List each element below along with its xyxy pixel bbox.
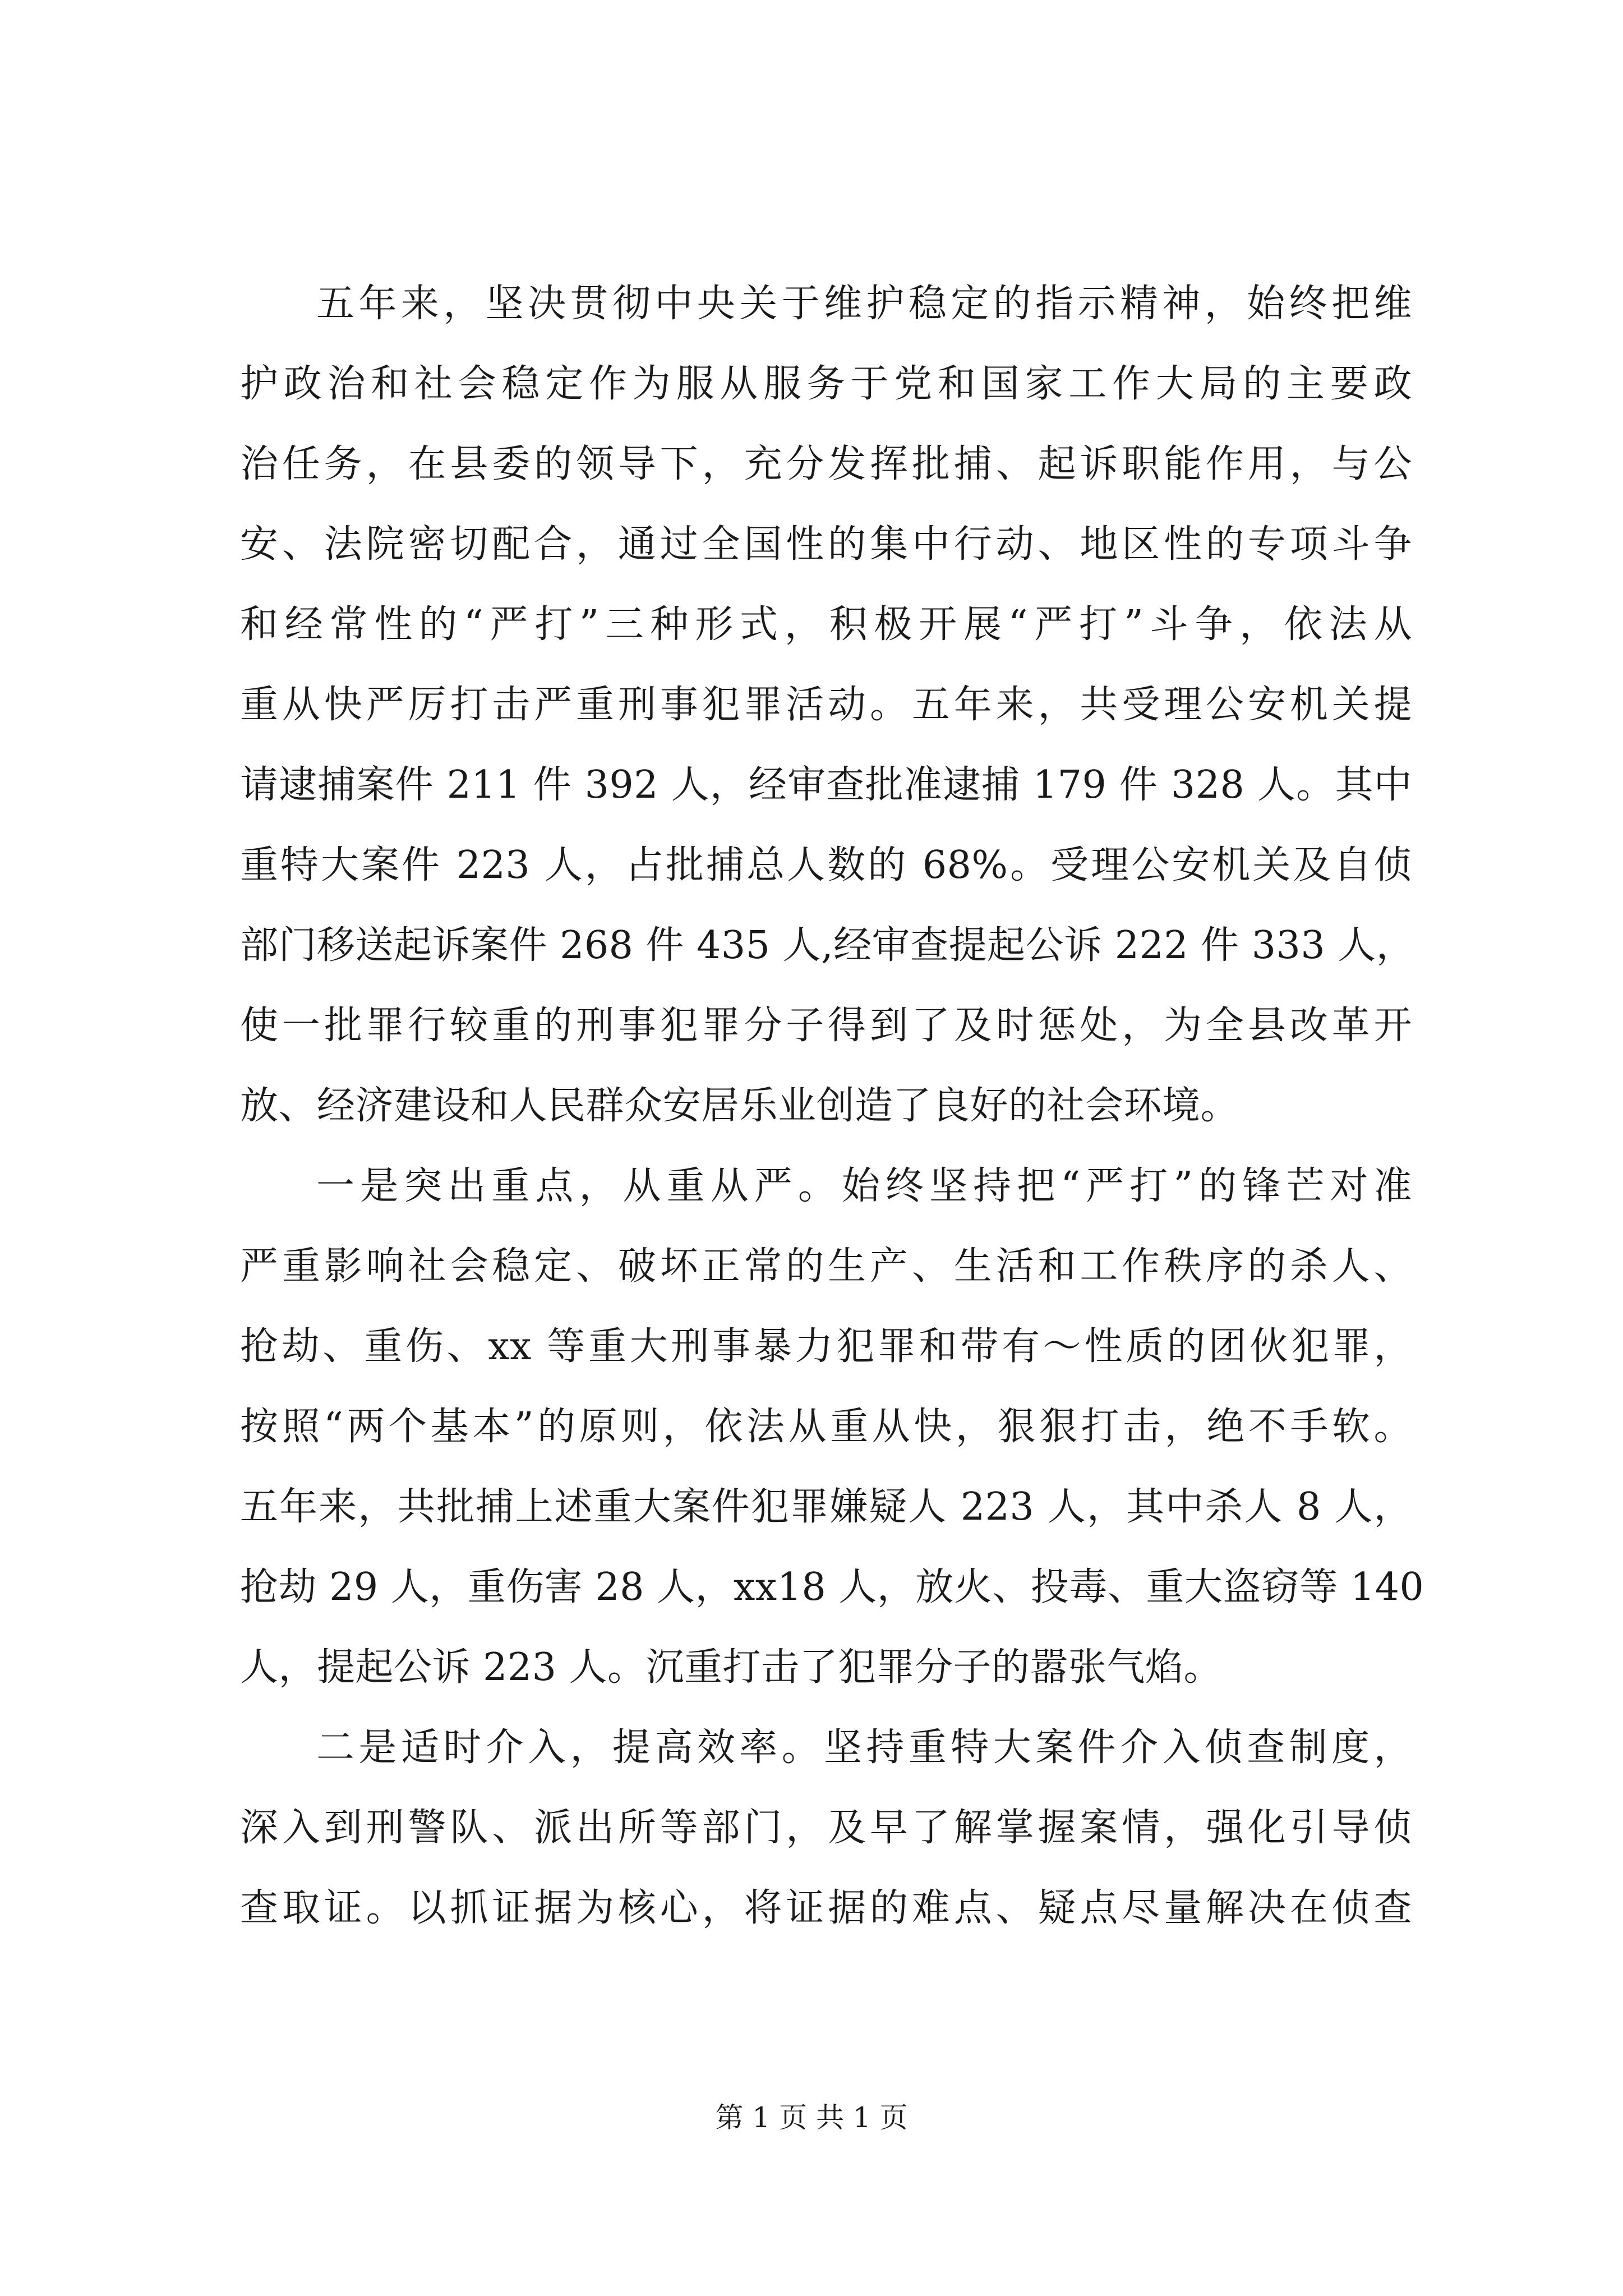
- document-body: [240, 264, 1424, 1948]
- text-line: 二是适时介入，提高效率。坚持重特大案件介入侦查制度，: [316, 1726, 1412, 1770]
- text-line: 查取证。以抓证据为核心，将证据的难点、疑点尽量解决在侦查: [240, 1886, 1412, 1930]
- text-line: 治任务，在县委的领导下，充分发挥批捕、起诉职能作用，与公: [240, 442, 1412, 486]
- text-line: 请逮捕案件 211 件 392 人，经审查批准逮捕 179 件 328 人。其中: [240, 763, 1412, 807]
- text-line: 五年来，坚决贯彻中央关于维护稳定的指示精神，始终把维: [316, 282, 1412, 326]
- text-line: 人，提起公诉 223 人。沉重打击了犯罪分子的嚣张气焰。: [240, 1645, 1223, 1690]
- text-line: 放、经济建设和人民群众安居乐业创造了良好的社会环境。: [240, 1084, 1239, 1128]
- text-line: 重特大案件 223 人，占批捕总人数的 68%。受理公安机关及自侦: [240, 843, 1412, 887]
- text-line: 五年来，共批捕上述重大案件犯罪嫌疑人 223 人，其中杀人 8 人，: [240, 1485, 1412, 1529]
- text-line: 抢劫 29 人，重伤害 28 人，xx18 人，放火、投毒、重大盗窃等 140: [240, 1565, 1424, 1609]
- text-line: 一是突出重点，从重从严。始终坚持把“严打”的锋芒对准: [316, 1164, 1412, 1208]
- text-line: 深入到刑警队、派出所等部门，及早了解掌握案情，强化引导侦: [240, 1806, 1412, 1850]
- text-line: 严重影响社会稳定、破坏正常的生产、生活和工作秩序的杀人、: [240, 1244, 1412, 1289]
- paragraph-3: [240, 1708, 1412, 1948]
- paragraph-2: [240, 1146, 1424, 1708]
- text-line: 部门移送起诉案件 268 件 435 人,经审查提起公诉 222 件 333 人，: [240, 923, 1415, 968]
- text-line: 护政治和社会稳定作为服从服务于党和国家工作大局的主要政: [240, 362, 1412, 406]
- text-line: 使一批罪行较重的刑事犯罪分子得到了及时惩处，为全县改革开: [240, 1004, 1412, 1048]
- text-line: 抢劫、重伤、xx 等重大刑事暴力犯罪和带有～性质的团伙犯罪，: [240, 1324, 1412, 1369]
- text-line: 重从快严厉打击严重刑事犯罪活动。五年来，共受理公安机关提: [240, 683, 1412, 727]
- text-line: 和经常性的“严打”三种形式，积极开展“严打”斗争，依法从: [240, 602, 1412, 647]
- page-footer: [0, 2101, 1623, 2134]
- text-line: 安、法院密切配合，通过全国性的集中行动、地区性的专项斗争: [240, 522, 1412, 567]
- page-number-label: 第 1 页 共 1 页: [715, 2101, 908, 2134]
- paragraph-1: [240, 264, 1415, 1146]
- text-line: 按照“两个基本”的原则，依法从重从快，狠狠打击，绝不手软。: [240, 1405, 1412, 1449]
